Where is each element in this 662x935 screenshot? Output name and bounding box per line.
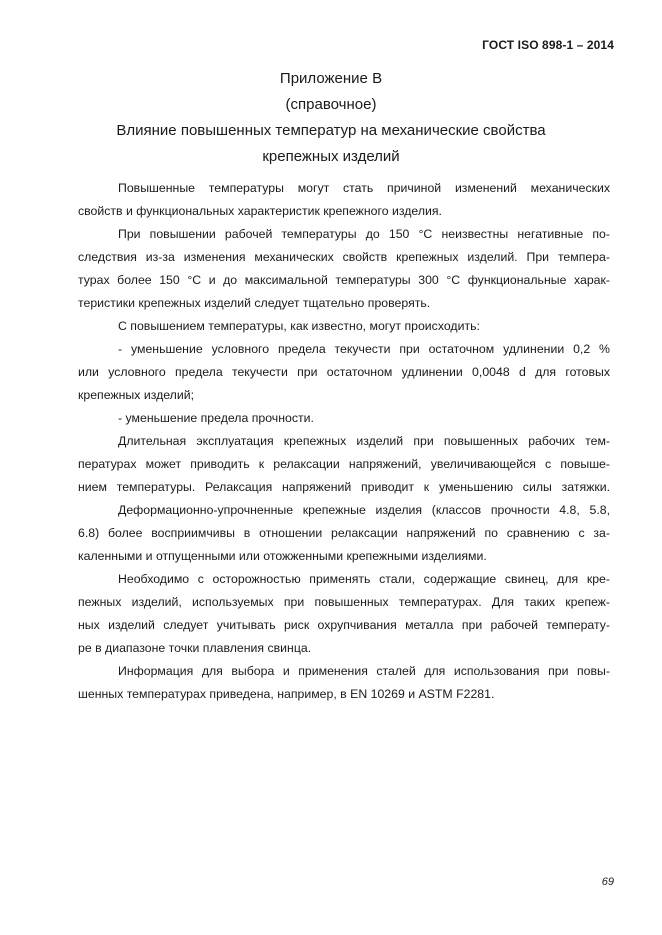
text-line: При повышении рабочей температуры до 150 °С неизвестны негативные по- (118, 227, 610, 241)
text-line: крепежных изделий; (78, 388, 195, 402)
text-line: - уменьшение условного предела текучести при остаточном удлинении 0,2 % (118, 342, 610, 356)
text-line: Деформационно-упрочненные крепежные изделия (классов прочности 4.8, 5.8, (118, 503, 610, 517)
text-line: ре в диапазоне точки плавления свинца. (78, 641, 312, 655)
text-line: Информация для выбора и применения сталей для использования при повы- (118, 664, 610, 678)
appendix-heading-line-2: крепежных изделий (262, 148, 400, 165)
text-line: Повышенные температуры могут стать причиной изменений механических (118, 181, 610, 195)
text-line: 6.8) более восприимчивы в отношении релаксации напряжений по сравнению с за- (78, 526, 610, 540)
appendix-label: Приложение В (279, 70, 383, 87)
text-line: Длительная эксплуатация крепежных изделий при повышенных рабочих тем- (118, 434, 610, 448)
text-line: свойств и функциональных характеристик крепежного изделия. (78, 204, 442, 218)
page-number: 69 (601, 876, 614, 888)
appendix-title-block (0, 66, 662, 170)
text-line: С повышением температуры, как известно, могут происходить: (118, 319, 480, 333)
appendix-heading-line-1: Влияние повышенных температур на механические свойства (116, 122, 546, 139)
text-line: шенных температурах приведена, например, в EN 10269 и ASTM F2281. (78, 687, 495, 701)
text-line: нием температуры. Релаксация напряжений приводит к уменьшению силы затяжки. (78, 480, 610, 494)
text-line: - уменьшение предела прочности. (118, 411, 314, 425)
text-line: турах более 150 °С и до максимальной температуры 300 °С функциональные харак- (78, 273, 610, 287)
text-line: каленными и отпущенными или отожженными крепежными изделиями. (78, 549, 487, 563)
text-line: ных изделий следует учитывать риск охрупчивания металла при рабочей температу- (78, 618, 610, 632)
text-line: следствия из-за изменения механических свойств крепежных изделий. При темпера- (78, 250, 610, 264)
text-line: Необходимо с осторожностью применять стали, содержащие свинец, для кре- (118, 572, 610, 586)
document-code-header: ГОСТ ISO 898-1 – 2014 (482, 38, 614, 52)
text-line: теристики крепежных изделий следует тщательно проверять. (78, 296, 431, 310)
appendix-type: (справочное) (285, 96, 377, 113)
text-line: пежных изделий, используемых при повышенных температурах. Для таких крепеж- (78, 595, 610, 609)
text-line: пературах может приводить к релаксации напряжений, увеличивающейся с повыше- (78, 457, 610, 471)
body-text (78, 177, 610, 706)
text-line: или условного предела текучести при остаточном удлинении 0,0048 d для готовых (78, 365, 610, 379)
